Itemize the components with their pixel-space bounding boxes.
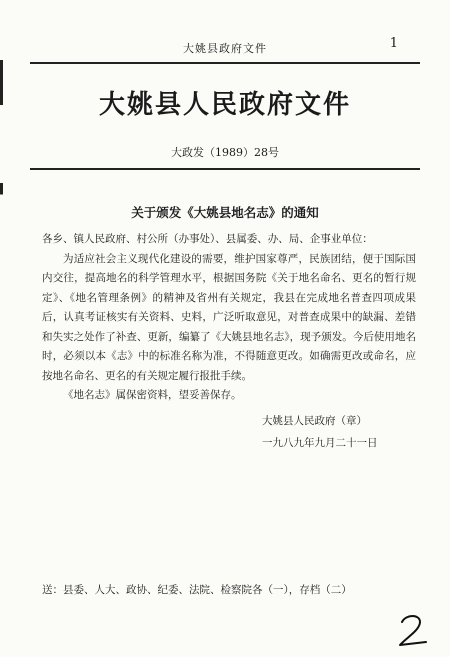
notice-body	[42, 230, 416, 406]
document-number: 大政发（1989）28号	[171, 146, 279, 159]
notice-title: 关于颁发《大姚县地名志》的通知	[131, 205, 319, 220]
body-paragraph: 为适应社会主义现代化建设的需要，维护国家尊严，民族团结，便于国际国内交往，提高地名的科学管理水平，根据国务院《关于地名命名、更名的暂行规定》、《地名管理条例》的精神及省州有关规定，我县在完成地名普查四项成果后，认真考证核实有关资料、史料，广泛听取意见，对普查成果中的缺漏、差错和失实之处作了补查、更新，编纂了《大姚县地名志》，现予颁发。今后使用地名时，必须以本《志》中的标准名称为准，不得随意更改。如确需更改或命名，应按地名命名、更名的有关规定履行报批手续。	[42, 252, 416, 382]
salutation: 各乡、镇人民政府、村公所（办事处）、县属委、办、局、企事业单位：	[42, 233, 373, 245]
running-header: 大姚县政府文件	[183, 42, 267, 55]
body-paragraph: 《地名志》属保密资料，望妥善保存。	[63, 389, 242, 401]
distribution-list: 送：县委、人大、政协、纪委、法院、检察院各（一），存档（二）	[42, 584, 352, 596]
header-rule	[30, 62, 420, 64]
page-number: 1	[389, 36, 398, 51]
issue-date: 一九八九年九月二十一日	[262, 437, 378, 449]
issuer: 大姚县人民政府（章）	[262, 415, 367, 427]
signature-block	[262, 410, 378, 454]
document-title: 大姚县人民政府文件	[98, 90, 351, 120]
title-rule	[30, 168, 420, 170]
handwritten-page-mark	[396, 612, 430, 648]
